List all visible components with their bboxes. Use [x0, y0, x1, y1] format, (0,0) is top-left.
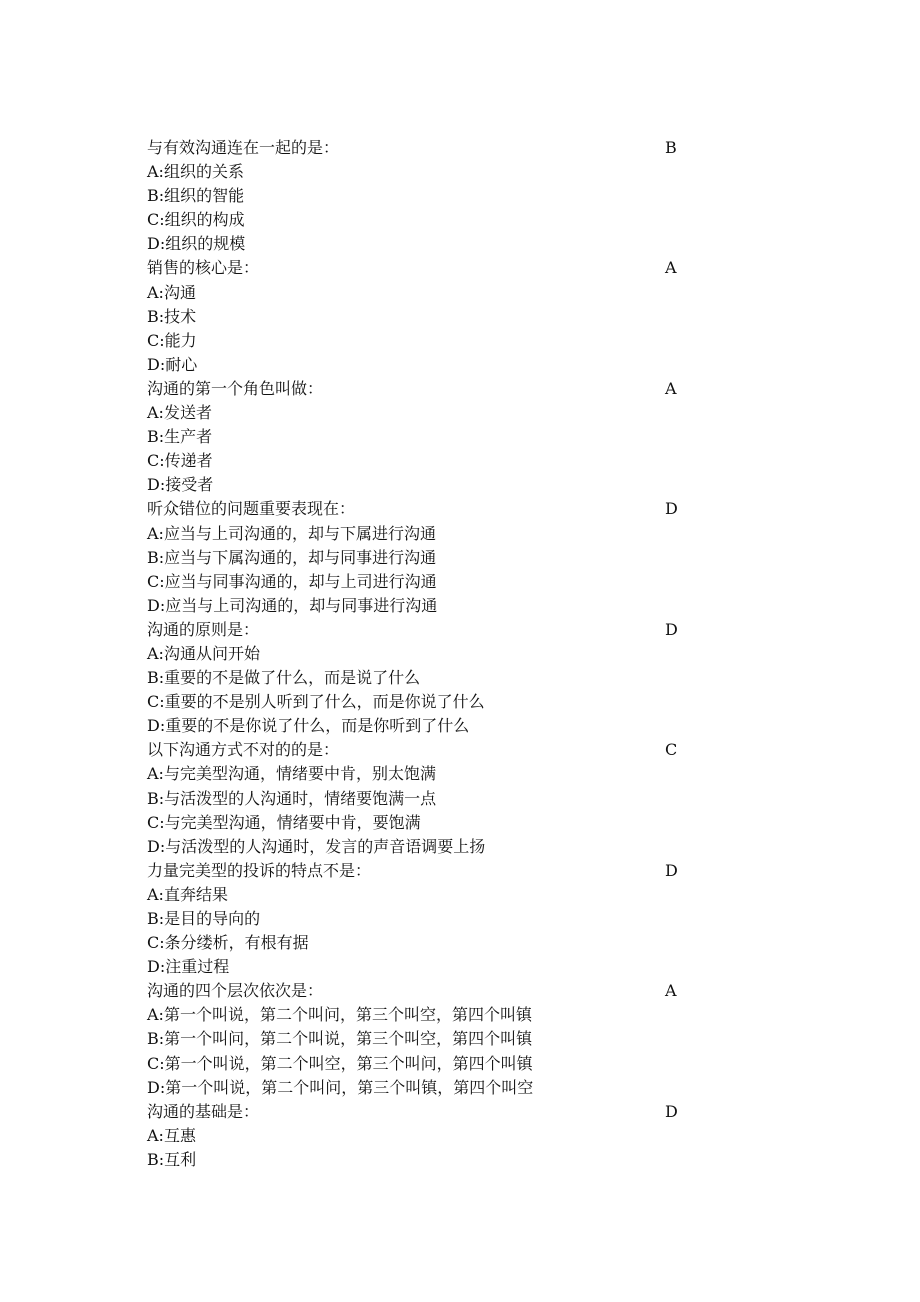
answer-option: D:注重过程	[147, 957, 230, 977]
answer-option: A:沟通	[147, 282, 196, 302]
question-stem-row	[147, 1100, 707, 1124]
answer-key: A	[665, 981, 677, 1001]
answer-key: D	[665, 499, 678, 519]
question-block	[147, 136, 707, 256]
answer-option: D:耐心	[147, 354, 198, 374]
answer-option: D:与活泼型的人沟通时，发言的声音语调要上扬	[147, 836, 486, 856]
question-block	[147, 1100, 707, 1172]
answer-option: D:第一个叫说，第二个叫问，第三个叫镇，第四个叫空	[147, 1077, 534, 1097]
answer-option: D:接受者	[147, 475, 214, 495]
question-stem-row	[147, 256, 707, 280]
answer-option: B:是目的导向的	[147, 909, 261, 928]
answer-option: C:能力	[147, 330, 197, 350]
question-block	[147, 859, 707, 979]
answer-option: A:互惠	[147, 1125, 196, 1145]
question-stem-row	[147, 377, 707, 401]
answer-option: A:应当与上司沟通的，却与下属进行沟通	[147, 523, 436, 543]
answer-key: B	[665, 138, 677, 157]
question-stem: 力量完美型的投诉的特点不是：	[147, 860, 372, 880]
question-stem: 沟通的原则是：	[147, 619, 260, 639]
answer-option: A:直奔结果	[147, 884, 228, 904]
answer-option: A:组织的关系	[147, 162, 244, 182]
answer-option: B:与活泼型的人沟通时，情绪要饱满一点	[147, 788, 437, 808]
question-list	[147, 136, 707, 1172]
answer-key: D	[665, 1101, 678, 1121]
answer-option: C:传递者	[147, 451, 213, 471]
question-stem: 与有效沟通连在一起的是：	[147, 138, 340, 157]
question-block	[147, 618, 707, 738]
answer-key: D	[665, 860, 678, 880]
answer-option: C:条分缕析，有根有据	[147, 933, 309, 953]
answer-key: D	[665, 619, 678, 639]
answer-option: B:第一个叫问，第二个叫说，第三个叫空，第四个叫镇	[147, 1029, 533, 1049]
answer-option: B:互利	[147, 1149, 197, 1169]
answer-option: D:重要的不是你说了什么，而是你听到了什么	[147, 716, 470, 736]
answer-option: A:发送者	[147, 403, 212, 423]
question-block	[147, 377, 707, 497]
question-stem: 沟通的基础是：	[147, 1101, 260, 1121]
answer-option: B:重要的不是做了什么，而是说了什么	[147, 668, 421, 688]
question-stem-row	[147, 497, 707, 521]
question-stem-row	[147, 618, 707, 642]
question-block	[147, 979, 707, 1099]
answer-option: B:应当与下属沟通的，却与同事进行沟通	[147, 547, 437, 567]
question-stem: 销售的核心是：	[147, 258, 260, 278]
answer-option: C:与完美型沟通，情绪要中肯，要饱满	[147, 812, 421, 832]
question-stem-row	[147, 979, 707, 1003]
answer-option: B:生产者	[147, 427, 213, 447]
answer-option: A:沟通从问开始	[147, 643, 260, 663]
question-stem: 听众错位的问题重要表现在：	[147, 499, 356, 519]
question-stem-row	[147, 859, 707, 883]
answer-option: C:重要的不是别人听到了什么，而是你说了什么	[147, 692, 485, 712]
question-block	[147, 738, 707, 858]
answer-key: C	[665, 740, 678, 760]
question-stem: 沟通的四个层次依次是：	[147, 981, 324, 1001]
question-stem: 沟通的第一个角色叫做：	[147, 378, 324, 398]
answer-option: A:与完美型沟通，情绪要中肯，别太饱满	[147, 764, 436, 784]
answer-option: A:第一个叫说，第二个叫问，第三个叫空，第四个叫镇	[147, 1005, 532, 1025]
question-stem: 以下沟通方式不对的的是：	[147, 740, 340, 760]
answer-option: B:技术	[147, 306, 197, 326]
question-block	[147, 497, 707, 617]
answer-key: A	[665, 378, 677, 398]
answer-option: C:应当与同事沟通的，却与上司进行沟通	[147, 571, 437, 591]
answer-option: D:应当与上司沟通的，却与同事进行沟通	[147, 595, 438, 615]
answer-option: C:组织的构成	[147, 210, 245, 230]
answer-option: C:第一个叫说，第二个叫空，第三个叫问，第四个叫镇	[147, 1053, 533, 1073]
answer-option: B:组织的智能	[147, 186, 245, 206]
answer-option: D:组织的规模	[147, 234, 246, 254]
question-block	[147, 256, 707, 376]
question-stem-row	[147, 136, 707, 160]
question-stem-row	[147, 738, 707, 762]
answer-key: A	[665, 258, 677, 278]
